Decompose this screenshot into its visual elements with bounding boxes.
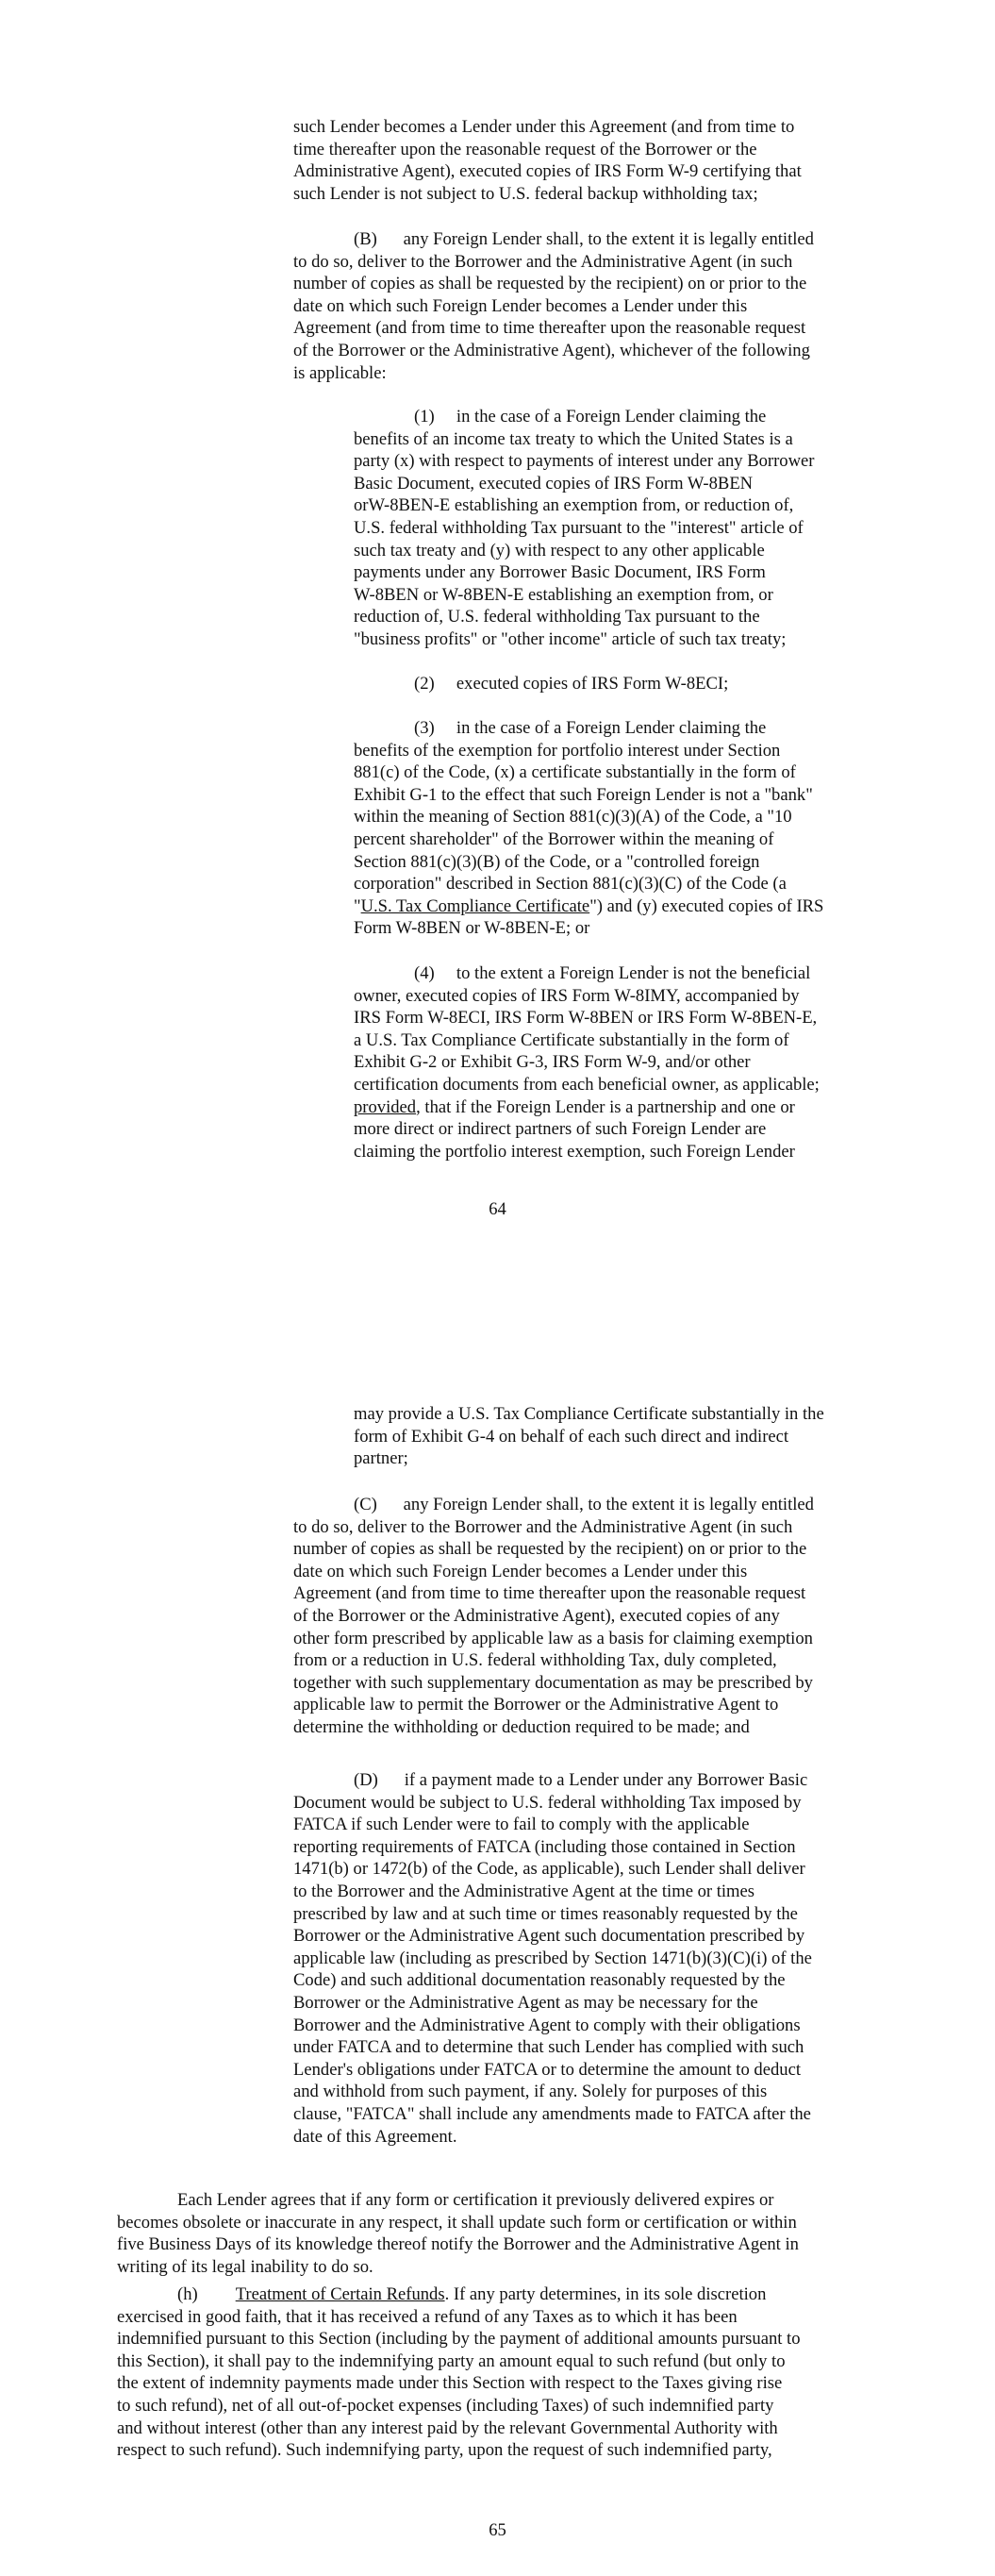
item-3-text-b: ") and (y) executed copies of IRS Form W-8BEN or W-8BEN-E; or [354,895,824,939]
paragraph-continuation: such Lender becomes a Lender under this Agreement (and from time to time thereafter upon the reasonable request of the Borrower or the Administrative Agent), executed copies of IRS Form W-9 certifying that such Lender is not subject to U.S. federal backup withholding tax; [293,117,802,204]
paragraph-continuation: may provide a U.S. Tax Compliance Certificate substantially in the form of Exhibit G-4 on behalf of each such direct and indirect partner; [354,1404,824,1469]
item-4-text-b: , that if the Foreign Lender is a partnership and one or more direct or indirect partners of such Foreign Lender are claiming the portfolio interest exemption, such Foreign Lender [354,1096,795,1162]
page-number: 64 [489,1199,506,1219]
page-65 [0,1321,995,2576]
defined-term-provided: provided [354,1096,417,1117]
item-4 [354,962,901,1163]
page-number: 65 [489,2520,506,2540]
clause-b: (B) any Foreign Lender shall, to the extent it is legally entitled to do so, deliver to the Borrower and the Administrative Agent (in such number of copies as shall be requested by the recipient) on or prior to the date on which such Foreign Lender becomes a Lender under this Agreement (and from time to time thereafter upon the reasonable request of the Borrower or the Administrative Agent), whichever of the following is applicable: [293,229,814,383]
section-h [117,2283,900,2462]
clause-d: (D) if a payment made to a Lender under any Borrower Basic Document would be subject to U.S. federal withholding Tax imposed by FATCA if such Lender were to fail to comply with the applicable reporting requirements of FATCA (including those contained in Section 1471(b) or 1472(b) of the Code, as applicable), such Lender shall deliver to the Borrower and the Administrative Agent at the time or times prescribed by law and at such time or times reasonably requested by the Borrower or the Administrative Agent such documentation prescribed by applicable law (including as prescribed by Section 1471(b)(3)(C)(i) of the Code) and such additional documentation reasonably requested by the Borrower or the Administrative Agent as may be necessary for the Borrower and the Administrative Agent to comply with their obligations under FATCA and to determine that such Lender has complied with such Lender's obligations under FATCA or to determine the amount to deduct and withhold from such payment, if any. Solely for purposes of this clause, "FATCA" shall include any amendments made to FATCA after the date of this Agreement. [293,1770,812,2147]
item-3-text-a: (3) in the case of a Foreign Lender claiming the benefits of the exemption for portfolio interest under Section 881(c) of the Code, (x) a certificate substantially in the form of Exhibit G-1 to the effect that such Foreign Lender is not a "bank" within the meaning of Section 881(c)(3)(A) of the Code, a "10 percent shareholder" of the Borrower within the meaning of Section 881(c)(3)(B) of the Code, or a "controlled foreign corporation" described in Section 881(c)(3)(C) of the Code (a " [354,718,813,916]
section-h-title: Treatment of Certain Refunds [235,2284,445,2304]
each-lender-paragraph: Each Lender agrees that if any form or certification it previously delivered expires or becomes obsolete or inaccurate in any respect, it shall update such form or certification or within five Business Days of its knowledge thereof notify the Borrower and the Administrative Agent in writing of its legal inability to do so. [117,2190,799,2277]
item-2: (2) executed copies of IRS Form W-8ECI; [414,674,729,694]
clause-c: (C) any Foreign Lender shall, to the extent it is legally entitled to do so, deliver to the Borrower and the Administrative Agent (in such number of copies as shall be requested by the recipient) on or prior to the date on which such Foreign Lender becomes a Lender under this Agreement (and from time to time thereafter upon the reasonable request of the Borrower or the Administrative Agent), executed copies of any other form prescribed by applicable law as a basis for claiming exemption from or a reduction in U.S. federal withholding Tax, duly completed, together with such supplementary documentation as may be prescribed by applicable law to permit the Borrower or the Administrative Agent to determine the withholding or deduction required to be made; and [293,1495,814,1737]
defined-term-tax-compliance-certificate: U.S. Tax Compliance Certificate [360,895,590,916]
item-3 [354,717,901,940]
item-1: (1) in the case of a Foreign Lender claiming the benefits of an income tax treaty to which the United States is a party (x) with respect to payments of interest under any Borrower Basic Document, executed copies of IRS Form W-8BEN orW-8BEN-E establishing an exemption from, or reduction of, U.S. federal withholding Tax pursuant to the "interest" article of such tax treaty and (y) with respect to any other applicable payments under any Borrower Basic Document, IRS Form W-8BEN or W-8BEN-E establishing an exemption from, or reduction of, U.S. federal withholding Tax pursuant to the "business profits" or "other income" article of such tax treaty; [354,407,815,649]
section-h-text: . If any party determines, in its sole discretion exercised in good faith, that it has received a refund of any Taxes as to which it has been indemnified pursuant to this Section (including by the payment of additional amounts pursuant to this Section), it shall pay to the indemnifying party an amount equal to such refund (but only to the extent of indemnity payments made under this Section with respect to the Taxes giving rise to such refund), net of all out-of-pocket expenses (including Taxes) of such indemnified party and without interest (other than any interest paid by the relevant Governmental Authority with respect to such refund). Such indemnifying party, upon the request of such indemnified party, [117,2284,801,2461]
item-4-text-a: (4) to the extent a Foreign Lender is not the beneficial owner, executed copies of IRS Form W-8IMY, accompanied by IRS Form W-8ECI, IRS Form W-8BEN or IRS Form W-8BEN-E, a U.S. Tax Compliance Certificate substantially in the form of Exhibit G-2 or Exhibit G-3, IRS Form W-9, and/or other certification documents from each beneficial owner, as applicable; [354,963,820,1095]
section-h-label: (h) [177,2284,198,2304]
